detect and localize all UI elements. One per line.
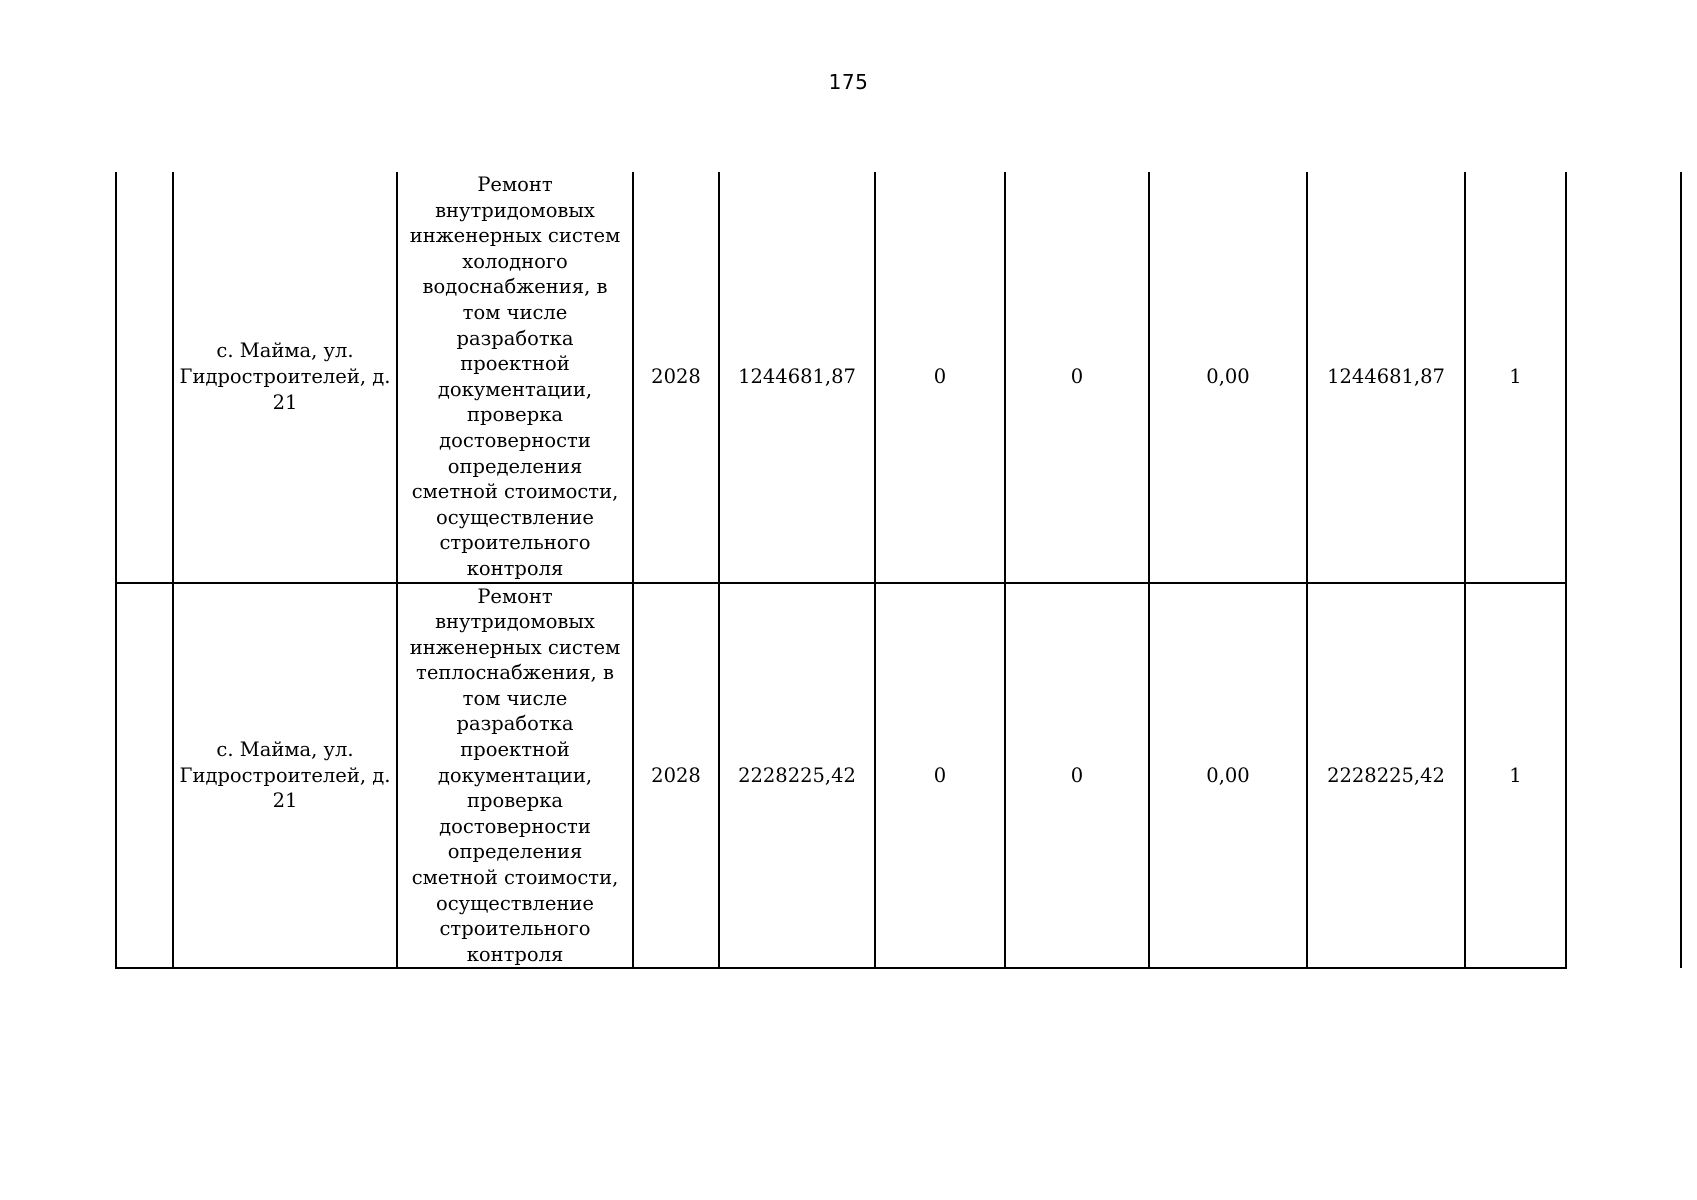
works-table	[115, 172, 1682, 969]
row-number-cell	[116, 583, 173, 969]
table-row	[116, 583, 1681, 969]
value-cell: 0	[1005, 583, 1149, 969]
total-cost-cell: 1244681,87	[719, 172, 875, 583]
address-cell: с. Майма, ул. Гидростроителей, д. 21	[173, 172, 397, 583]
value-cell: 1	[1465, 172, 1566, 583]
year-cell: 2028	[633, 583, 719, 969]
value-cell: 0,00	[1149, 172, 1307, 583]
work-description-cell: Ремонт внутридомовых инженерных систем теплоснабжения, в том числе разработка проектной документации, проверка достоверности определения сметной стоимости, осуществление строительного контроля	[397, 583, 633, 969]
year-cell: 2028	[633, 172, 719, 583]
total-cost-cell: 2228225,42	[719, 583, 875, 969]
value-cell: 0	[875, 583, 1005, 969]
table-row	[116, 172, 1681, 583]
page-number: 175	[828, 70, 869, 94]
value-cell: 1	[1465, 583, 1566, 969]
value-cell: 0	[1005, 172, 1149, 583]
value-cell: 0,00	[1149, 583, 1307, 969]
value-cell: 1244681,87	[1307, 172, 1465, 583]
value-cell: 0	[875, 172, 1005, 583]
address-cell: с. Майма, ул. Гидростроителей, д. 21	[173, 583, 397, 969]
value-cell: 2228225,42	[1307, 583, 1465, 969]
empty-cell	[1566, 172, 1681, 968]
row-number-cell	[116, 172, 173, 583]
work-description-cell: Ремонт внутридомовых инженерных систем холодного водоснабжения, в том числе разработка проектной документации, проверка достоверности определения сметной стоимости, осуществление строительного контроля	[397, 172, 633, 583]
